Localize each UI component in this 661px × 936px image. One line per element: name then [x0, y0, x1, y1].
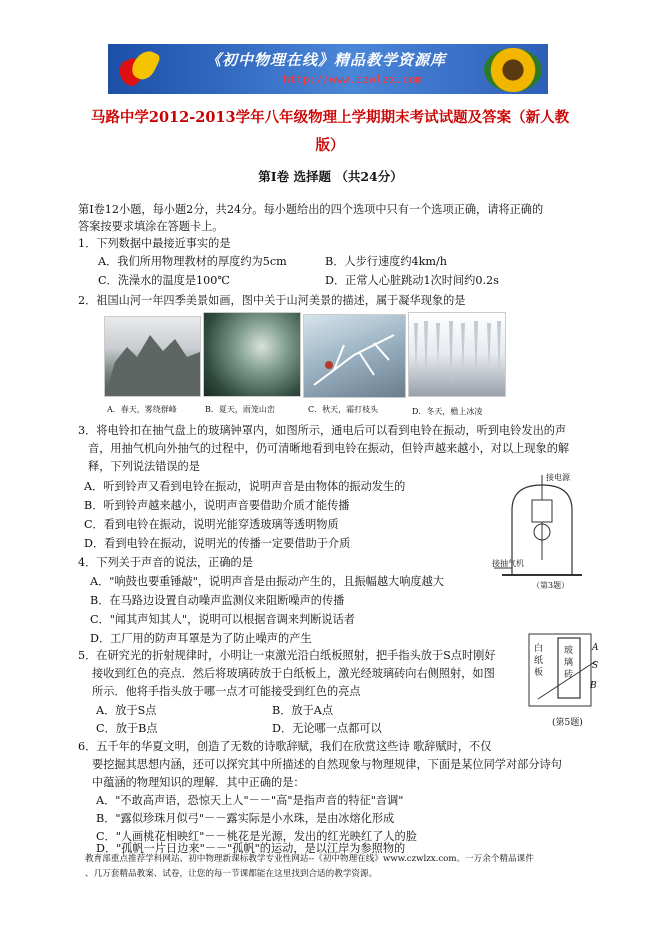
fig5-point-a: A	[592, 643, 599, 653]
frost-branches	[304, 315, 405, 397]
q6-option-c: C．"人画桃花相映红"－－桃花是光源，发出的红光映红了人的脸	[96, 830, 417, 843]
q5-option-c: C．放于B点	[96, 722, 158, 735]
icicles	[409, 313, 505, 396]
fig5-point-s: S	[592, 661, 599, 671]
q4-stem: 4．下列关于声音的说法，正确的是	[78, 556, 253, 569]
q3-line-3: 释，下列说法错误的是	[88, 460, 200, 473]
fig5-caption: (第5题)	[552, 718, 583, 728]
q1-option-c: C．洗澡水的温度是100℃	[98, 274, 230, 287]
mountain-silhouette	[105, 317, 200, 396]
q2-caption-c: C．秋天，霜打枝头	[308, 405, 379, 414]
q5-line-1: 5．在研究光的折射规律时，小明让一束激光沿白纸板照射，把手指头放于S点时刚好	[78, 649, 496, 662]
q5-option-b: B．放于A点	[272, 704, 334, 717]
fig5-label-glass: 玻璃砖	[564, 646, 574, 680]
q4-option-b: B．在马路边设置自动噪声监测仪来阻断噪声的传播	[90, 594, 345, 607]
q4-option-c: C．"闻其声知其人"，说明可以根据音调来判断说话者	[90, 613, 355, 626]
site-logo	[120, 50, 158, 88]
q6-line-3: 中蕴涵的物理知识的理解．其中正确的是：	[92, 776, 305, 789]
q5-line-2: 接收到红色的亮点．然后将玻璃砖放于白纸板上，激光经玻璃砖向右侧照射，如图	[92, 667, 495, 680]
banner-url[interactable]: http://www.czwlzx.com	[283, 73, 423, 86]
q3-option-d: D．看到电铃在振动，说明光的传播一定要借助于介质	[84, 537, 351, 550]
q4-option-a: A．"响鼓也要重锤敲"，说明声音是由振动产生的，且振幅越大响度越大	[90, 575, 444, 588]
q6-option-d: D．"孤帆一片日边来"－－"孤帆"的运动，是以江岸为参照物的	[96, 842, 406, 855]
q3-figure	[492, 470, 592, 598]
q3-option-a: A．听到铃声又看到电铃在振动，说明声音是由物体的振动发生的	[84, 480, 406, 493]
q3-line-1: 3．将电铃扣在抽气盘上的玻璃钟罩内，如图所示，通电后可以看到电铃在振动，听到电铃发出的声	[78, 424, 567, 437]
q3-option-c: C．看到电铃在振动，说明光能穿透玻璃等透明物质	[84, 518, 339, 531]
q4-option-d: D．工厂用的防声耳罩是为了防止噪声的产生	[90, 632, 312, 645]
q1-option-a: A．我们所用物理教材的厚度约为5cm	[98, 255, 287, 268]
q5-option-a: A．放于S点	[96, 704, 157, 717]
q6-line-1: 6．五千年的华夏文明，创造了无数的诗歌辞赋，我们在欣赏这些诗 歌辞赋时，不仅	[78, 740, 492, 753]
footer-line-2: 、几万套精品教案、试卷，让您的每一节课都能在这里找到合适的教学资源。	[85, 869, 378, 879]
q2-caption-b: B．夏天，雨笼山峦	[205, 405, 275, 414]
q5-option-d: D．无论哪一点都可以	[272, 722, 382, 735]
q1-option-b: B．人步行速度约4km/h	[325, 255, 448, 268]
q5-figure	[528, 633, 600, 733]
fig3-label-power: 接电源	[546, 473, 570, 482]
q3-line-2: 音，用抽气机向外抽气的过程中，仍可清晰地看到电铃在振动，但铃声越来越小，对以上现象的解	[88, 442, 570, 455]
q5-line-3: 所示．他将手指头放于哪一点才可能接受到红色的亮点	[92, 685, 361, 698]
q2-stem: 2．祖国山河一年四季美景如画，图中关于山河美景的描述，属于凝华现象的是	[78, 294, 466, 307]
q2-caption-a: A．春天，雾绕群峰	[107, 405, 177, 414]
intro-line-1: 第Ⅰ卷12小题，每小题2分，共24分。每小题给出的四个选项中只有一个选项正确，请将正确的	[78, 203, 544, 216]
q1-option-d: D．正常人心脏跳动1次时间约0.2s	[325, 274, 499, 287]
photo-autumn-frost	[303, 314, 406, 398]
intro-line-2: 答案按要求填涂在答题卡上。	[78, 220, 224, 233]
q3-option-b: B．听到铃声越来越小，说明声音要借助介质才能传播	[84, 499, 350, 512]
q1-stem: 1．下列数据中最接近事实的是	[78, 237, 231, 250]
footer-line-1: 教育部重点推荐学科网站、初中物理新课标教学专业性网站--《初中物理在线》www.czwlzx.com。一万余个精品课件	[85, 854, 534, 864]
bell-jar-diagram	[492, 470, 592, 598]
fig5-label-board: 白纸板	[534, 644, 544, 678]
document-title: 马路中学2012-2013学年八年级物理上学期期末考试试题及答案（新人教 版）	[90, 109, 570, 154]
sunflower-image	[484, 48, 542, 92]
photo-summer-rain	[203, 312, 301, 397]
site-banner	[108, 44, 548, 94]
fig3-label-pump: 接抽气机	[492, 559, 524, 568]
page-footer	[85, 852, 534, 882]
section-title: 第Ⅰ卷 选择题 （共24分）	[258, 169, 403, 184]
fig5-point-b: B	[590, 681, 597, 691]
photo-spring-mist	[104, 316, 201, 397]
fig3-caption: （第3题）	[532, 581, 570, 590]
photo-winter-icicles	[408, 312, 506, 397]
q2-caption-d: D．冬天，檐上冰凌	[412, 407, 483, 416]
banner-title: 《初中物理在线》精品教学资源库	[206, 51, 447, 69]
q6-option-a: A．"不敢高声语，恐惊天上人"－－"高"是指声音的特征"音调"	[96, 794, 404, 807]
q6-option-b: B．"露似珍珠月似弓"－－露实际是小水珠，是由冰熔化形成	[96, 812, 395, 825]
q6-line-2: 要挖掘其思想内涵，还可以探究其中所描述的自然现象与物理规律，下面是某位同学对部分诗句	[92, 758, 562, 771]
